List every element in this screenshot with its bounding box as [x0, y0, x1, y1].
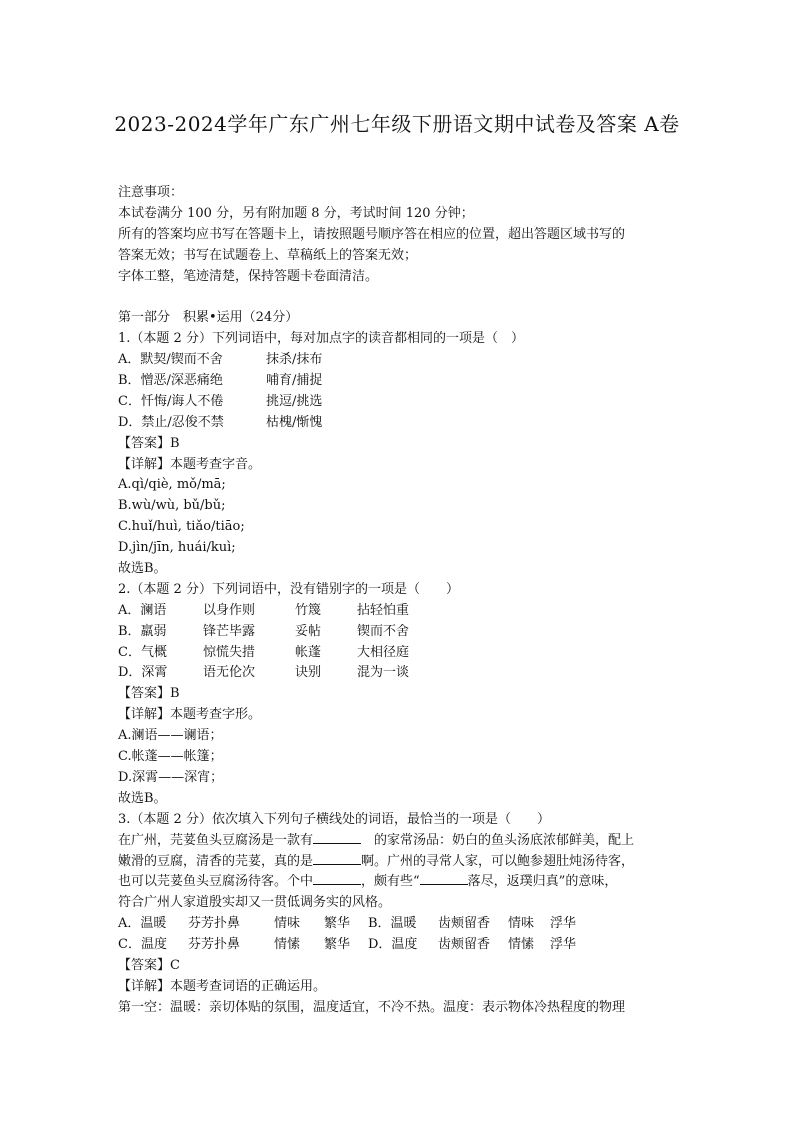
answer-line: 【答案】B	[118, 435, 180, 451]
fill-blank	[313, 852, 361, 865]
notice-line: 所有的答案均应书写在答题卡上，请按照题号顺序答在相应的位置，超出答题区域书写的	[118, 226, 626, 242]
option-row	[118, 350, 678, 371]
explain-line: 【详解】本题考查词语的正确运用。	[118, 978, 327, 994]
option-text: 情味	[508, 916, 535, 932]
final-line: 故选B。	[118, 561, 167, 577]
option-text: 惊慌失措	[203, 644, 256, 660]
notice-line: 字体工整，笔迹清楚，保持答题卡卷面清洁。	[118, 268, 379, 284]
option-text: B．温暖	[368, 916, 417, 932]
question-stem: 3.（本题 2 分）依次填入下列句子横线处的词语，最恰当的一项是（ ）	[118, 811, 550, 827]
passage-line: 符合广州人家道殷实却又一贯低调务实的风格。	[118, 895, 392, 911]
option-text: 哺育/捕捉	[266, 373, 323, 389]
explain-line: C.帐蓬——帐篷；	[118, 749, 223, 765]
option-row	[118, 622, 678, 643]
explain-line: 【详解】本题考查字音。	[118, 456, 262, 472]
option-text: 以身作则	[203, 602, 256, 618]
option-text: 芬芳扑鼻	[188, 937, 241, 953]
passage-line	[118, 852, 678, 873]
option-text: D．禁止/忍俊不禁	[118, 414, 224, 430]
option-text: 齿颊留香	[438, 916, 491, 932]
fill-blank	[313, 872, 361, 885]
option-text: 锲而不舍	[357, 623, 410, 639]
passage-text: 在广州，芫荽鱼头豆腐汤是一款有	[118, 832, 314, 848]
explain-line: B.wù/wù, bǔ/bǔ;	[118, 498, 226, 514]
option-text: 锋芒毕露	[203, 623, 256, 639]
answer-line: 【答案】B	[118, 686, 180, 702]
explain-line: 【详解】本题考查字形。	[118, 707, 262, 723]
option-text: B．憎恶/深恶痛绝	[118, 373, 223, 389]
passage-text: 也可以芫荽鱼头豆腐汤待客。个中	[118, 874, 314, 890]
passage-text: 啊。广州的寻常人家，可以鲍参翅肚炖汤待客，	[361, 853, 635, 869]
explain-line: A.qì/qiè, mǒ/mā;	[118, 477, 226, 493]
option-text: 拈轻怕重	[357, 602, 410, 618]
option-text: 帐蓬	[295, 644, 322, 660]
passage-text: 嫩滑的豆腐，清香的芫荽，真的是	[118, 853, 314, 869]
notice-line: 本试卷满分 100 分，另有附加题 8 分，考试时间 120 分钟；	[118, 205, 474, 221]
option-text: 语无伦次	[203, 665, 256, 681]
option-row	[118, 371, 678, 392]
option-text: D．深霄	[118, 665, 168, 681]
explain-line: 第一空：温暖：亲切体贴的氛围，温度适宜，不冷不热。温度：表示物体冷热程度的物理	[118, 999, 626, 1015]
document-body	[118, 183, 678, 1019]
option-text: 妥帖	[295, 623, 322, 639]
option-text: 大相径庭	[357, 644, 410, 660]
passage-text: 的家常汤品：奶白的鱼头汤底浓郁鲜美，配上	[361, 832, 635, 848]
notice-line: 答案无效；书写在试题卷上、草稿纸上的答案无效；	[118, 247, 418, 263]
option-text: 芬芳扑鼻	[188, 916, 241, 932]
explain-line: A.澜语——谰语；	[118, 728, 223, 744]
explain-line: D.jìn/jīn, huái/kuì;	[118, 540, 236, 556]
answer-line: 【答案】C	[118, 957, 180, 973]
notice-heading: 注意事项：	[118, 185, 184, 200]
final-line: 故选B。	[118, 790, 167, 806]
option-row	[118, 663, 678, 684]
option-row	[118, 392, 678, 413]
option-text: 情味	[274, 916, 301, 932]
explain-line: C.huǐ/huì, tiǎo/tiāo;	[118, 519, 245, 535]
question-stem: 2.（本题 2 分）下列词语中，没有错别字的一项是（ ）	[118, 581, 459, 597]
fill-blank	[420, 872, 468, 885]
option-text: B．羸弱	[118, 623, 167, 639]
option-text: 情愫	[508, 937, 535, 953]
passage-text: ，颇有些“	[361, 874, 420, 890]
option-text: 情愫	[274, 937, 301, 953]
option-text: 竹篾	[295, 602, 322, 618]
passage-line	[118, 872, 678, 893]
option-text: 枯槐/惭愧	[266, 414, 323, 430]
option-text: 繁华	[324, 916, 351, 932]
option-text: A．默契/锲而不舍	[118, 352, 223, 368]
option-row	[118, 601, 678, 622]
option-text: D．温度	[368, 937, 418, 953]
question-stem: 1.（本题 2 分）下列词语中，每对加点字的读音都相同的一项是（ ）	[118, 331, 524, 347]
option-text: 诀别	[295, 665, 322, 681]
option-row	[118, 413, 678, 434]
option-text: 浮华	[550, 937, 577, 953]
option-text: 浮华	[550, 916, 577, 932]
option-text: C．温度	[118, 937, 167, 953]
explain-line: D.深霄——深宵；	[118, 769, 224, 785]
option-row	[118, 914, 678, 935]
option-text: 混为一谈	[357, 665, 410, 681]
option-text: 繁华	[324, 937, 351, 953]
option-text: C．气概	[118, 644, 167, 660]
option-text: 齿颊留香	[438, 937, 491, 953]
option-text: 挑逗/挑选	[266, 393, 323, 409]
option-text: A．温暖	[118, 916, 167, 932]
option-row	[118, 935, 678, 956]
option-text: 抹杀/抹布	[266, 352, 323, 368]
passage-line	[118, 831, 678, 852]
option-row	[118, 643, 678, 664]
passage-text: 落尽，返璞归真”的意味，	[467, 874, 618, 890]
document-title: 2023-2024学年广东广州七年级下册语文期中试卷及答案 A卷	[114, 112, 680, 136]
option-text: C．忏悔/诲人不倦	[118, 393, 224, 409]
option-text: A．澜语	[118, 602, 167, 618]
fill-blank	[313, 831, 361, 844]
section-heading: 第一部分 积累•运用（24分）	[118, 310, 299, 326]
